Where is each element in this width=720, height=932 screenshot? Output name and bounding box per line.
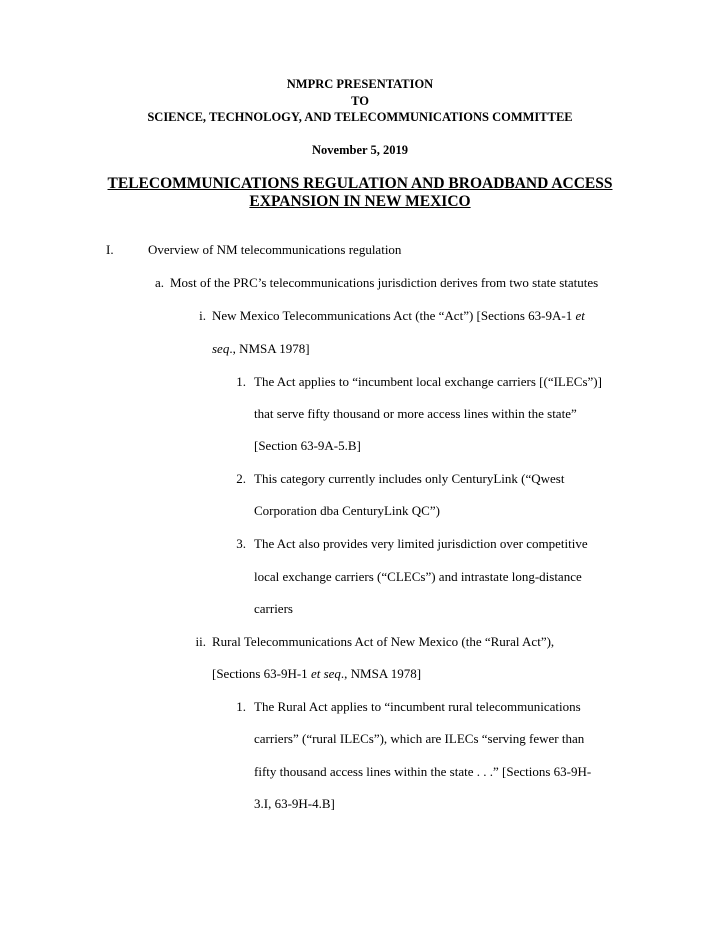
item-i-label: i. [199,308,206,323]
item-i-3-line-2: local exchange carriers (“CLECs”) and intrastate long-distance [254,569,582,584]
item-ii-1-line-1: The Rural Act applies to “incumbent rural telecommunications [254,699,581,714]
section-label: I. [106,242,114,257]
item-i-2-label: 2. [236,471,246,486]
header-line-3: SCIENCE, TECHNOLOGY, AND TELECOMMUNICATIONS COMMITTEE [147,110,573,124]
section-heading: Overview of NM telecommunications regulation [148,242,402,257]
item-i-3-line-3: carriers [254,601,293,616]
item-i-line-1: New Mexico Telecommunications Act (the “Act”) [Sections 63-9A-1 et [212,308,585,323]
item-i-2-line-2: Corporation dba CenturyLink QC”) [254,503,440,518]
item-i-1-label: 1. [236,374,246,389]
item-ii-1-label: 1. [236,699,246,714]
title-line-2: EXPANSION IN NEW MEXICO [249,193,471,210]
item-a-text: Most of the PRC’s telecommunications jurisdiction derives from two state statutes [170,275,599,290]
item-ii-label: ii. [195,634,206,649]
item-ii-line-1: Rural Telecommunications Act of New Mexico (the “Rural Act”), [212,634,555,649]
item-i-3-label: 3. [236,536,246,551]
item-ii-1-line-3: fifty thousand access lines within the state . . .” [Sections 63-9H- [254,764,592,779]
item-i-2-line-1: This category currently includes only CenturyLink (“Qwest [254,471,565,486]
item-i-line-2: seq., NMSA 1978] [212,341,310,356]
item-i-1-line-3: [Section 63-9A-5.B] [254,438,361,453]
item-i-3-line-1: The Act also provides very limited jurisdiction over competitive [254,536,588,551]
header-line-1: NMPRC PRESENTATION [286,77,434,91]
item-ii-1-line-2: carriers” (“rural ILECs”), which are ILECs “serving fewer than [254,731,585,746]
item-ii-1-line-4: 3.I, 63-9H-4.B] [254,796,335,811]
title-line-1: TELECOMMUNICATIONS REGULATION AND BROADBAND ACCESS [107,175,613,192]
header-date: November 5, 2019 [312,143,408,157]
item-a-label: a. [154,275,164,290]
item-ii-line-2: [Sections 63-9H-1 et seq., NMSA 1978] [212,666,422,681]
item-i-1-line-2: that serve fifty thousand or more access lines within the state” [254,406,577,421]
item-i-1-line-1: The Act applies to “incumbent local exchange carriers [(“ILECs”)] [254,374,602,389]
header-line-2: TO [351,94,369,108]
